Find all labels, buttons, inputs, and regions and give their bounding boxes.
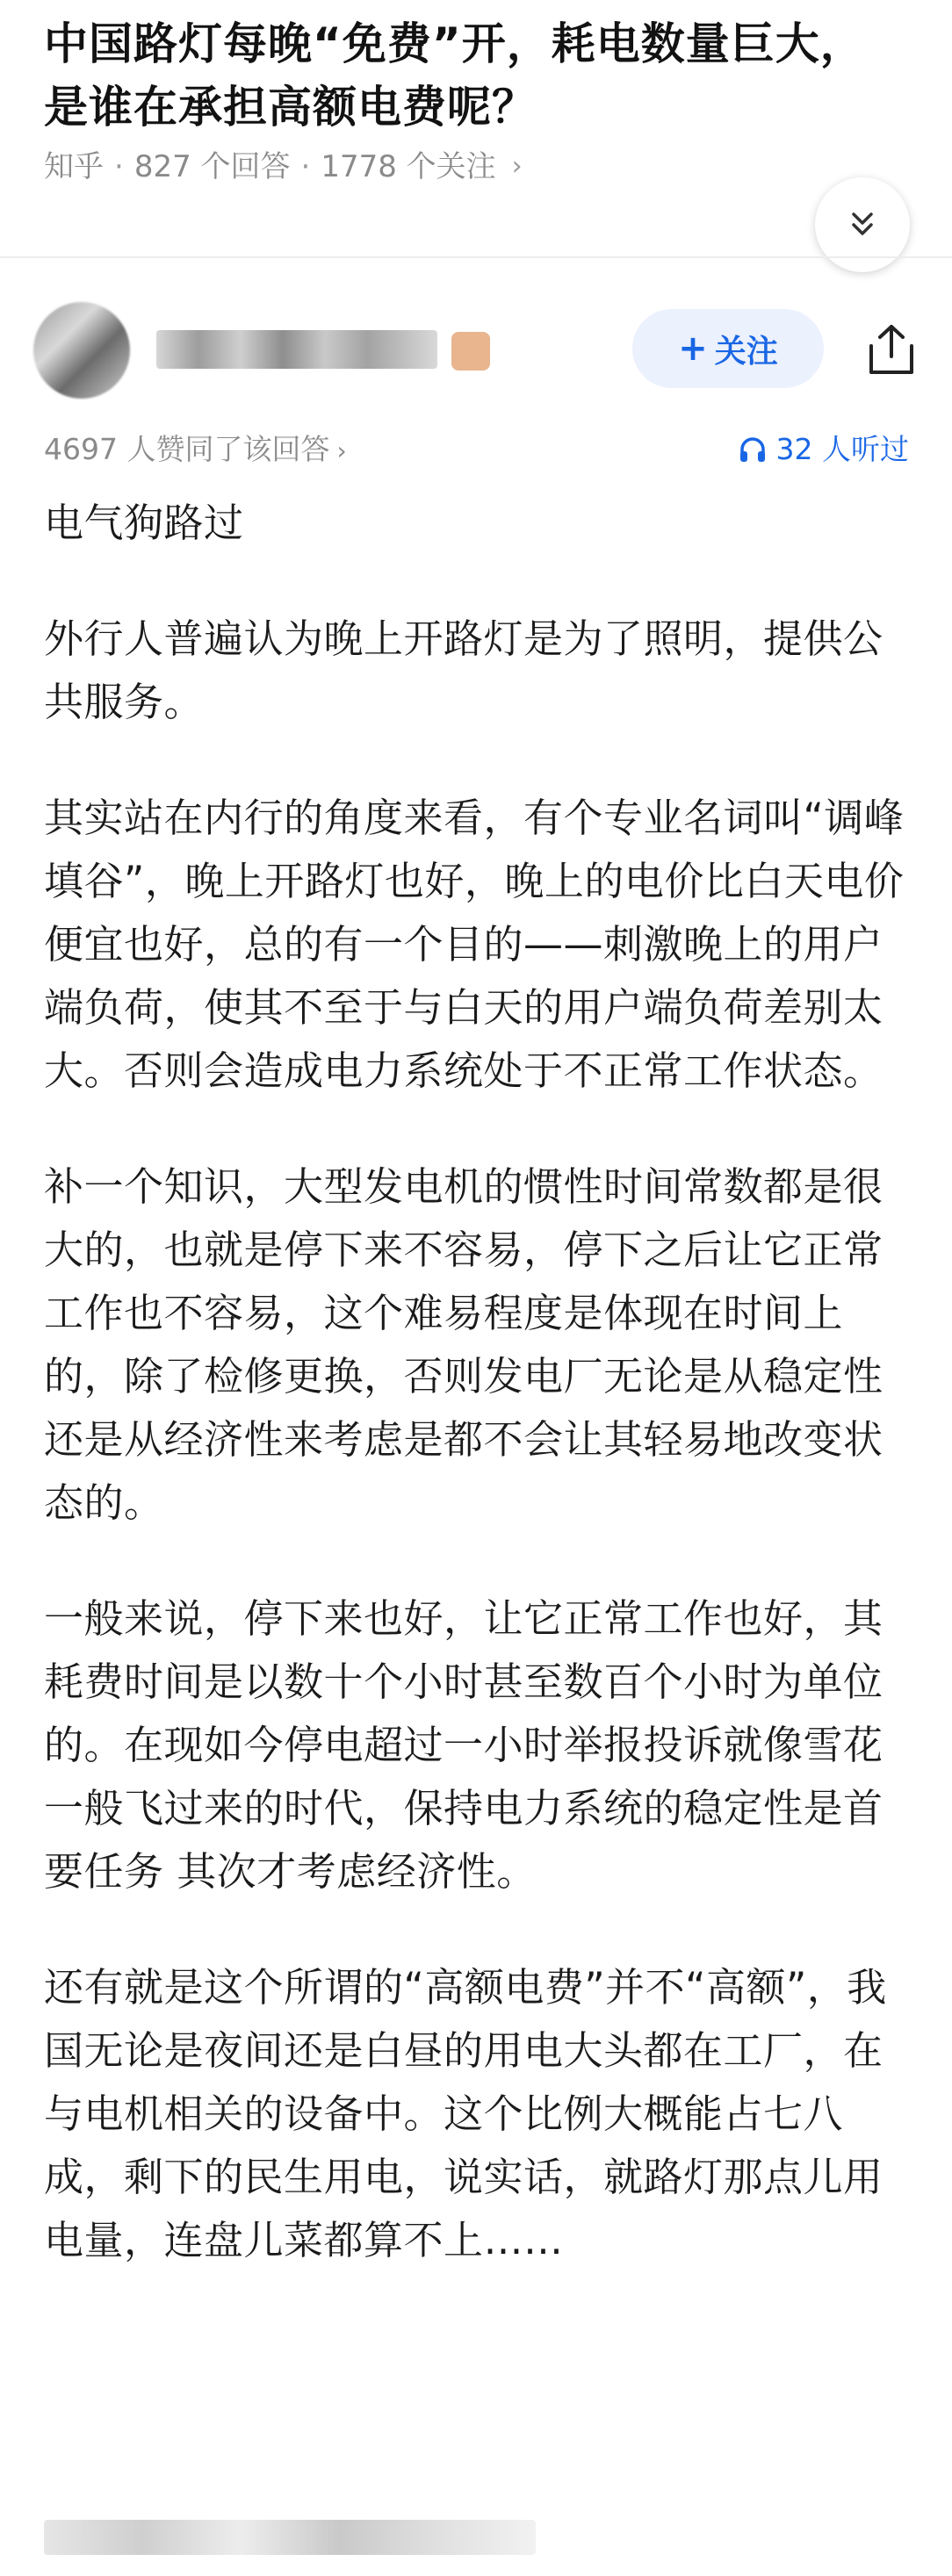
- follow-button[interactable]: [632, 309, 824, 388]
- author-name[interactable]: [156, 330, 437, 369]
- author-badge: [451, 332, 490, 371]
- footer-blurred-text: [44, 2520, 536, 2555]
- meta-separator: ·: [114, 149, 124, 184]
- answer-paragraph: 外行人普遍认为晚上开路灯是为了照明，提供公共服务。: [44, 615, 883, 725]
- source-label: 知乎: [44, 149, 104, 184]
- answer-content: [44, 492, 909, 2325]
- answer-paragraph: 还有就是这个所谓的“高额电费”并不“高额”，我国无论是夜间还是白昼的用电大头都在工厂，在与电机相关的设备中。这个比例大概能占七八成，剩下的民生用电，说实话，就路灯那点儿用电量，连盘儿菜都算不上……: [44, 1964, 887, 2263]
- headphones-icon: [738, 435, 768, 464]
- author-row: [33, 299, 920, 404]
- double-chevron-down-icon: [845, 207, 880, 242]
- likes-link[interactable]: [44, 425, 347, 476]
- meta-separator: ·: [300, 149, 311, 184]
- answer-paragraph: 一般来说，停下来也好，让它正常工作也好，其耗费时间是以数十个小时甚至数百个小时为单位的。在现如今停电超过一小时举报投诉就像雪花一般飞过来的时代，保持电力系统的稳定性是首要任务 其次才考虑经济性。: [44, 1595, 883, 1895]
- follower-count: 1778 个关注: [321, 149, 496, 184]
- avatar[interactable]: [33, 302, 130, 399]
- listen-count: 32 人听过: [775, 432, 909, 466]
- share-icon: [866, 321, 917, 378]
- question-header: [44, 12, 887, 186]
- answer-paragraph: 补一个知识，大型发电机的惯性时间常数都是很大的，也就是停下来不容易，停下之后让它正常工作也不容易，这个难易程度是体现在时间上的，除了检修更换，否则发电厂无论是从稳定性还是从经济性来考虑是都不会让其轻易地改变状态的。: [44, 1163, 883, 1526]
- header-divider: [0, 256, 952, 258]
- chevron-right-icon: ›: [336, 436, 347, 465]
- question-title[interactable]: 中国路灯每晚“免费”开，耗电数量巨大，是谁在承担高额电费呢？: [44, 18, 865, 133]
- answer-stats: [44, 425, 909, 474]
- question-meta[interactable]: [44, 148, 887, 186]
- follow-label: 关注: [714, 333, 778, 370]
- answer-paragraph: 其实站在内行的角度来看，有个专业名词叫“调峰填谷”，晚上开路灯也好，晚上的电价比白天电价便宜也好，总的有一个目的——刺激晚上的用户端负荷，使其不至于与白天的用户端负荷差别太大。否则会造成电力系统处于不正常工作状态。: [44, 795, 905, 1094]
- answer-count: 827 个回答: [133, 149, 291, 184]
- share-button[interactable]: [862, 318, 920, 381]
- plus-icon: +: [678, 328, 708, 369]
- answer-paragraph: 电气狗路过: [44, 500, 244, 546]
- likes-count: 4697 人赞同了该回答: [44, 432, 330, 466]
- chevron-right-icon: ›: [511, 151, 523, 182]
- listen-button[interactable]: [738, 425, 909, 474]
